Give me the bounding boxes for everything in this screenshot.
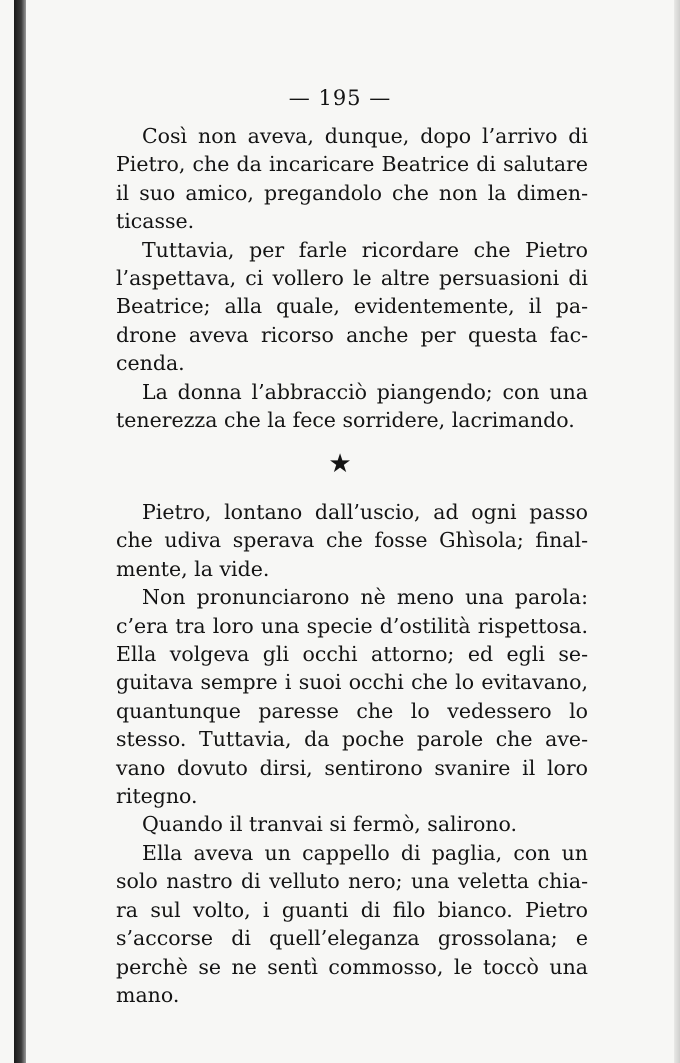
- paragraph: Pietro, lontano dall’uscio, ad ogni passo che udiva sperava che fosse Ghìsola; finalmente, la vide.: [116, 500, 588, 581]
- page-binding-shadow: [14, 0, 26, 1063]
- paragraph: Tuttavia, per farle ricordare che Pietro l’aspettava, ci vollero le altre persuasioni di Beatrice; alla quale, evidentemente, il padrone aveva ricorso anche per questa faccenda.: [116, 237, 588, 376]
- page-number: — 195 —: [288, 86, 392, 110]
- page-edge: [674, 0, 680, 1063]
- paragraph: Ella aveva un cappello di paglia, con un solo nastro di velluto nero; una veletta chiara sul volto, i guanti di filo bianco. Pietro s’accorse di quell’eleganza grossolana; e perchè se ne sentì commosso, le toccò una mano.: [116, 840, 588, 1007]
- text-section-two: [116, 498, 588, 1009]
- paragraph: Quando il tranvai si fermò, salirono.: [142, 812, 518, 837]
- paragraph: La donna l’abbracciò piangendo; con una tenerezza che la fece sorridere, lacrimando.: [116, 379, 588, 433]
- text-section-one: [116, 122, 588, 434]
- star-separator-icon: ★: [328, 449, 352, 479]
- paragraph: Non pronunciarono nè meno una parola: c’era tra loro una specie d’ostilità rispettosa. Ella volgeva gli occhi attorno; ed egli seguitava sempre i suoi occhi che lo evitavano, quantunque paresse che lo vedessero lo stesso. Tuttavia, da poche parole che avevano dovuto dirsi, sentirono svanire il loro ritegno.: [116, 585, 588, 809]
- paragraph: Così non aveva, dunque, dopo l’arrivo di Pietro, che da incaricare Beatrice di salutare il suo amico, pregandolo che non la dimenticasse.: [116, 124, 588, 234]
